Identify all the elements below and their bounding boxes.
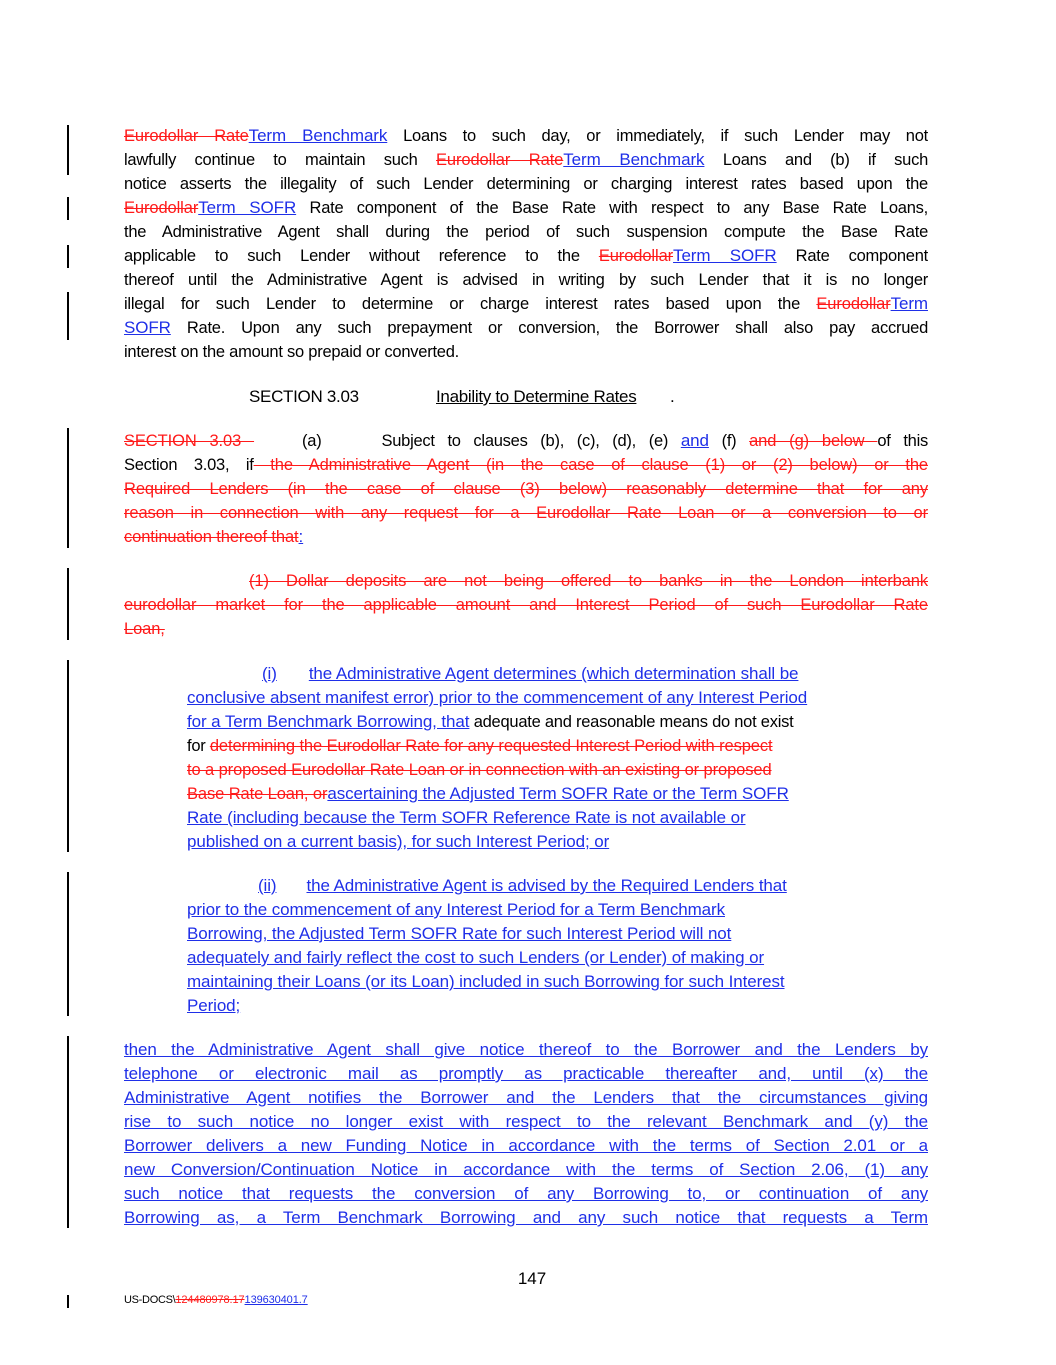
text-line xyxy=(124,593,928,617)
text: interest on the amount so prepaid or converted. xyxy=(124,343,459,361)
change-bar xyxy=(67,660,69,852)
deleted-text: SECTION 3.03 xyxy=(124,432,255,450)
text-line xyxy=(124,617,165,641)
text-line xyxy=(124,1086,928,1110)
text: for xyxy=(187,737,210,755)
change-bar xyxy=(67,1036,69,1228)
text-line xyxy=(124,477,928,501)
text-line xyxy=(124,1134,928,1158)
inserted-text: the Administrative Agent is advised by the Required Lenders that xyxy=(306,876,787,895)
inserted-text: the Administrative Agent determines (which determination shall be xyxy=(308,664,799,683)
text-line xyxy=(124,172,928,196)
text-line xyxy=(187,686,807,710)
page-number: 147 xyxy=(517,1269,547,1288)
text-line xyxy=(124,220,928,244)
text: lawfully continue to maintain such xyxy=(124,151,437,169)
text-line xyxy=(124,501,928,525)
text: Subject to clauses (b), (c), (d), (e) xyxy=(381,432,681,450)
change-bar xyxy=(67,245,69,268)
inserted-text: rise to such notice no longer exist with respect to the relevant Benchmark and (y) the xyxy=(124,1112,928,1131)
text-line xyxy=(124,148,928,172)
text-line xyxy=(124,268,928,292)
text: illegal for such Lender to determine or charge interest rates based upon the xyxy=(124,295,817,313)
change-bar xyxy=(67,1295,69,1308)
text-line xyxy=(124,196,928,220)
text-line xyxy=(187,898,725,922)
text-line xyxy=(187,710,793,734)
text: Rate. Upon any such prepayment or conversion, the Borrower shall also pay accrued xyxy=(170,319,928,337)
inserted-document-id: 139630401.7 xyxy=(244,1294,308,1306)
inserted-text: Administrative Agent notifies the Borrower and the Lenders that the circumstances giving xyxy=(124,1088,928,1107)
text-line xyxy=(124,244,928,268)
deleted-text: Eurodollar Rate xyxy=(124,127,249,145)
deleted-text: determining the Eurodollar Rate for any requested Interest Period with respect xyxy=(209,737,773,755)
text-line xyxy=(124,453,928,477)
text-line xyxy=(124,1182,928,1206)
inserted-text: Borrower delivers a new Funding Notice in accordance with the terms of Section 2.01 or a xyxy=(124,1136,928,1155)
inserted-text: Term Benchmark xyxy=(248,126,388,145)
deleted-text: Loan, xyxy=(124,620,165,638)
inserted-text: published on a current basis), for such Interest Period; or xyxy=(187,832,610,851)
deleted-text: Eurodollar xyxy=(598,247,674,265)
inserted-text: SOFR xyxy=(124,318,171,337)
text: applicable to such Lender without reference to the xyxy=(124,247,599,265)
text-line xyxy=(187,782,789,806)
text: Loans to such day, or immediately, if such Lender may not xyxy=(387,127,928,145)
inserted-text: Borrowing, the Adjusted Term SOFR Rate for such Interest Period will not xyxy=(187,924,732,943)
text: the Administrative Agent shall during the period of such suspension compute the Base Rate xyxy=(124,223,928,241)
deleted-text: to a proposed Eurodollar Rate Loan or in connection with an existing or proposed xyxy=(187,761,772,779)
text-line xyxy=(258,874,787,898)
text-line xyxy=(124,525,303,549)
inserted-text: Rate (including because the Term SOFR Reference Rate is not available or xyxy=(187,808,746,827)
deleted-text: continuation thereof that xyxy=(124,528,299,546)
section-number: SECTION 3.03 xyxy=(249,387,359,406)
inserted-text: Term Benchmark xyxy=(563,150,705,169)
text-line xyxy=(124,429,928,453)
text-line xyxy=(124,124,928,148)
inserted-text: conclusive absent manifest error) prior to the commencement of any Interest Period xyxy=(187,688,808,707)
text: Rate component of the Base Rate with respect to any Base Rate Loans, xyxy=(296,199,928,217)
section-title: Inability to Determine Rates xyxy=(436,387,637,406)
text-line xyxy=(124,1038,928,1062)
text-line xyxy=(187,994,240,1018)
text-line xyxy=(124,292,928,316)
inserted-text: (ii) xyxy=(258,876,277,895)
deleted-text: eurodollar market for the applicable amount and Interest Period of such Eurodollar Rate xyxy=(124,596,928,614)
text-line xyxy=(187,806,746,830)
text: notice asserts the illegality of such Lender determining or charging interest rates based upon the xyxy=(124,175,928,193)
deleted-document-id: 124480978.17 xyxy=(175,1294,245,1306)
text-line xyxy=(124,1110,928,1134)
change-bar xyxy=(67,872,69,1016)
inserted-text: prior to the commencement of any Interest Period for a Term Benchmark xyxy=(187,900,725,919)
deleted-text: Required Lenders (in the case of clause (3) below) reasonably determine that for any xyxy=(124,480,928,498)
deleted-text: Eurodollar xyxy=(816,295,891,313)
change-bar xyxy=(67,197,69,220)
inserted-text: telephone or electronic mail as promptly as practicable thereafter and, until (x) the xyxy=(124,1064,928,1083)
text: Section 3.03, if xyxy=(124,456,254,474)
text: (f) xyxy=(708,432,750,450)
inserted-text: ascertaining the Adjusted Term SOFR Rate or the Term SOFR xyxy=(327,784,789,803)
text-line xyxy=(124,1206,928,1230)
deleted-text: Base Rate Loan, or xyxy=(187,785,328,803)
change-bar xyxy=(67,125,69,175)
deleted-text: the Administrative Agent (in the case of clause (1) or (2) below) or the xyxy=(253,456,928,474)
change-bar xyxy=(67,428,69,548)
section-heading xyxy=(249,385,675,409)
inserted-text: Borrowing as, a Term Benchmark Borrowing and any such notice that requests a Term xyxy=(124,1208,928,1227)
inserted-text: : xyxy=(298,527,304,546)
text-line xyxy=(187,970,785,994)
change-bar xyxy=(67,292,69,340)
text-line xyxy=(262,662,798,686)
section-title-period: . xyxy=(670,387,675,406)
text: Loans and (b) if such xyxy=(704,151,928,169)
inserted-text: and xyxy=(680,431,709,450)
text-line xyxy=(187,830,609,854)
text: of this xyxy=(877,432,928,450)
inserted-text: then the Administrative Agent shall give notice thereof to the Borrower and the Lenders by xyxy=(124,1040,928,1059)
deleted-text: Eurodollar Rate xyxy=(436,151,564,169)
text-line xyxy=(124,340,459,364)
document-id-footer xyxy=(124,1294,308,1306)
inserted-text: Term xyxy=(890,294,928,313)
text-line xyxy=(124,1062,928,1086)
text-line xyxy=(187,946,764,970)
text-line xyxy=(187,734,773,758)
text-line xyxy=(124,316,928,340)
text-line xyxy=(187,922,731,946)
change-bar xyxy=(67,568,69,640)
inserted-text: Term SOFR xyxy=(673,246,777,265)
footer-prefix: US-DOCS\ xyxy=(124,1294,176,1306)
inserted-text: for a Term Benchmark Borrowing, that xyxy=(187,712,470,731)
inserted-text: new Conversion/Continuation Notice in accordance with the terms of Section 2.06, (1) any xyxy=(124,1160,928,1179)
text: adequate and reasonable means do not exist xyxy=(469,713,794,731)
text-line xyxy=(249,569,928,593)
deleted-text: reason in connection with any request for a Eurodollar Rate Loan or a conversion to or xyxy=(124,504,928,522)
text-line xyxy=(124,1158,928,1182)
text: Rate component xyxy=(776,247,928,265)
inserted-text: such notice that requests the conversion of any Borrowing to, or continuation of any xyxy=(124,1184,928,1203)
deleted-text: and (g) below xyxy=(749,432,878,450)
inserted-text: Period; xyxy=(187,996,241,1015)
text-line xyxy=(187,758,772,782)
deleted-text: (1) Dollar deposits are not being offered to banks in the London interbank xyxy=(249,572,928,590)
inserted-text: adequately and fairly reflect the cost to such Lenders (or Lender) of making or xyxy=(187,948,765,967)
inserted-text: (i) xyxy=(262,664,277,683)
text: thereof until the Administrative Agent is advised in writing by such Lender that it is no longer xyxy=(124,271,928,289)
text: (a) xyxy=(302,432,322,450)
inserted-text: maintaining their Loans (or its Loan) included in such Borrowing for such Interest xyxy=(187,972,785,991)
deleted-text: Eurodollar xyxy=(124,199,199,217)
inserted-text: Term SOFR xyxy=(198,198,297,217)
